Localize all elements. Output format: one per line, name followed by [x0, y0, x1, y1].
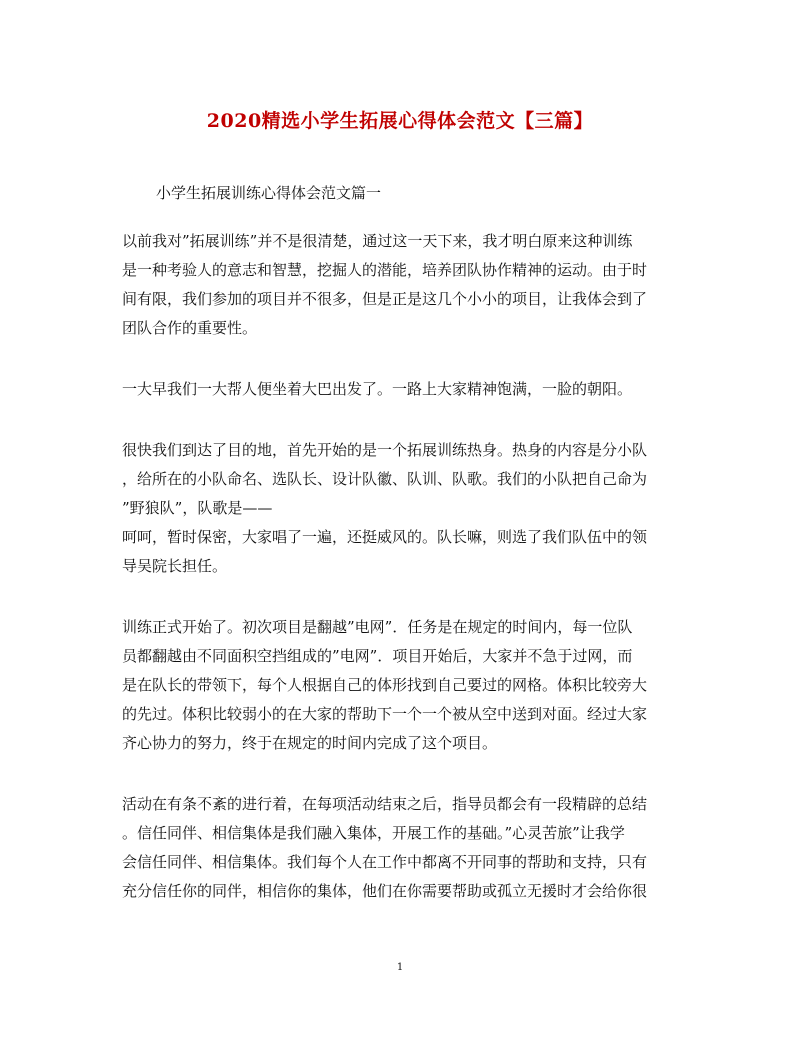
text-line: 齐心协力的努力，终于在规定的时间内完成了这个项目。	[122, 734, 498, 752]
text-line: 充分信任你的同伴，相信你的集体，他们在你需要帮助或孤立无援时才会给你很	[122, 882, 648, 900]
paragraph	[122, 436, 682, 581]
text-line: 一大早我们一大帮人便坐着大巴出发了。一路上大家精神饱满，一脸的朝阳。	[122, 380, 633, 398]
text-line: 以前我对”拓展训练”并不是很清楚，通过这一天下来，我才明白原来这种训练	[122, 232, 633, 250]
document-title: 2020精选小学生拓展心得体会范文【三篇】	[206, 110, 594, 132]
paragraph	[122, 613, 682, 758]
text-line: 很快我们到达了目的地，首先开始的是一个拓展训练热身。热身的内容是分小队	[122, 441, 648, 459]
text-line: 是一种考验人的意志和智慧，挖掘人的潜能，培养团队协作精神的运动。由于时	[122, 261, 648, 279]
text-line: 活动在有条不紊的进行着，在每项活动结束之后，指导员都会有一段精辟的总结	[122, 795, 648, 813]
document-body	[122, 227, 682, 938]
section-subtitle: 小学生拓展训练心得体会范文篇一	[156, 184, 382, 202]
text-line: 呵呵，暂时保密，大家唱了一遍，还挺威风的。队长嘛，则选了我们队伍中的领	[122, 528, 648, 546]
text-line: 会信任同伴、相信集体。我们每个人在工作中都离不开同事的帮助和支持，只有	[122, 853, 648, 871]
paragraph	[122, 375, 682, 404]
text-line: 导吴院长担任。	[122, 557, 228, 575]
text-line: 训练正式开始了。初次项目是翻越”电网”．任务是在规定的时间内，每一位队	[122, 618, 633, 636]
text-line: 团队合作的重要性。	[122, 319, 258, 337]
page-number: 1	[396, 962, 404, 973]
text-line: 的先过。体积比较弱小的在大家的帮助下一个一个被从空中送到对面。经过大家	[122, 705, 648, 723]
text-line: 员都翻越由不同面积空挡组成的”电网”．项目开始后，大家并不急于过网，而	[122, 647, 633, 665]
paragraph	[122, 790, 682, 906]
text-line: ”野狼队”，队歌是——	[122, 499, 273, 517]
text-line: 。信任同伴、相信集体是我们融入集体，开展工作的基础。”心灵苦旅”让我学	[122, 824, 625, 842]
text-line: ，给所在的小队命名、选队长、设计队徽、队训、队歌。我们的小队把自己命为	[122, 470, 648, 488]
text-line: 是在队长的带领下，每个人根据自己的体形找到自己要过的网格。体积比较旁大	[122, 676, 648, 694]
paragraph	[122, 227, 682, 343]
text-line: 间有限，我们参加的项目并不很多，但是正是这几个小小的项目，让我体会到了	[122, 290, 648, 308]
